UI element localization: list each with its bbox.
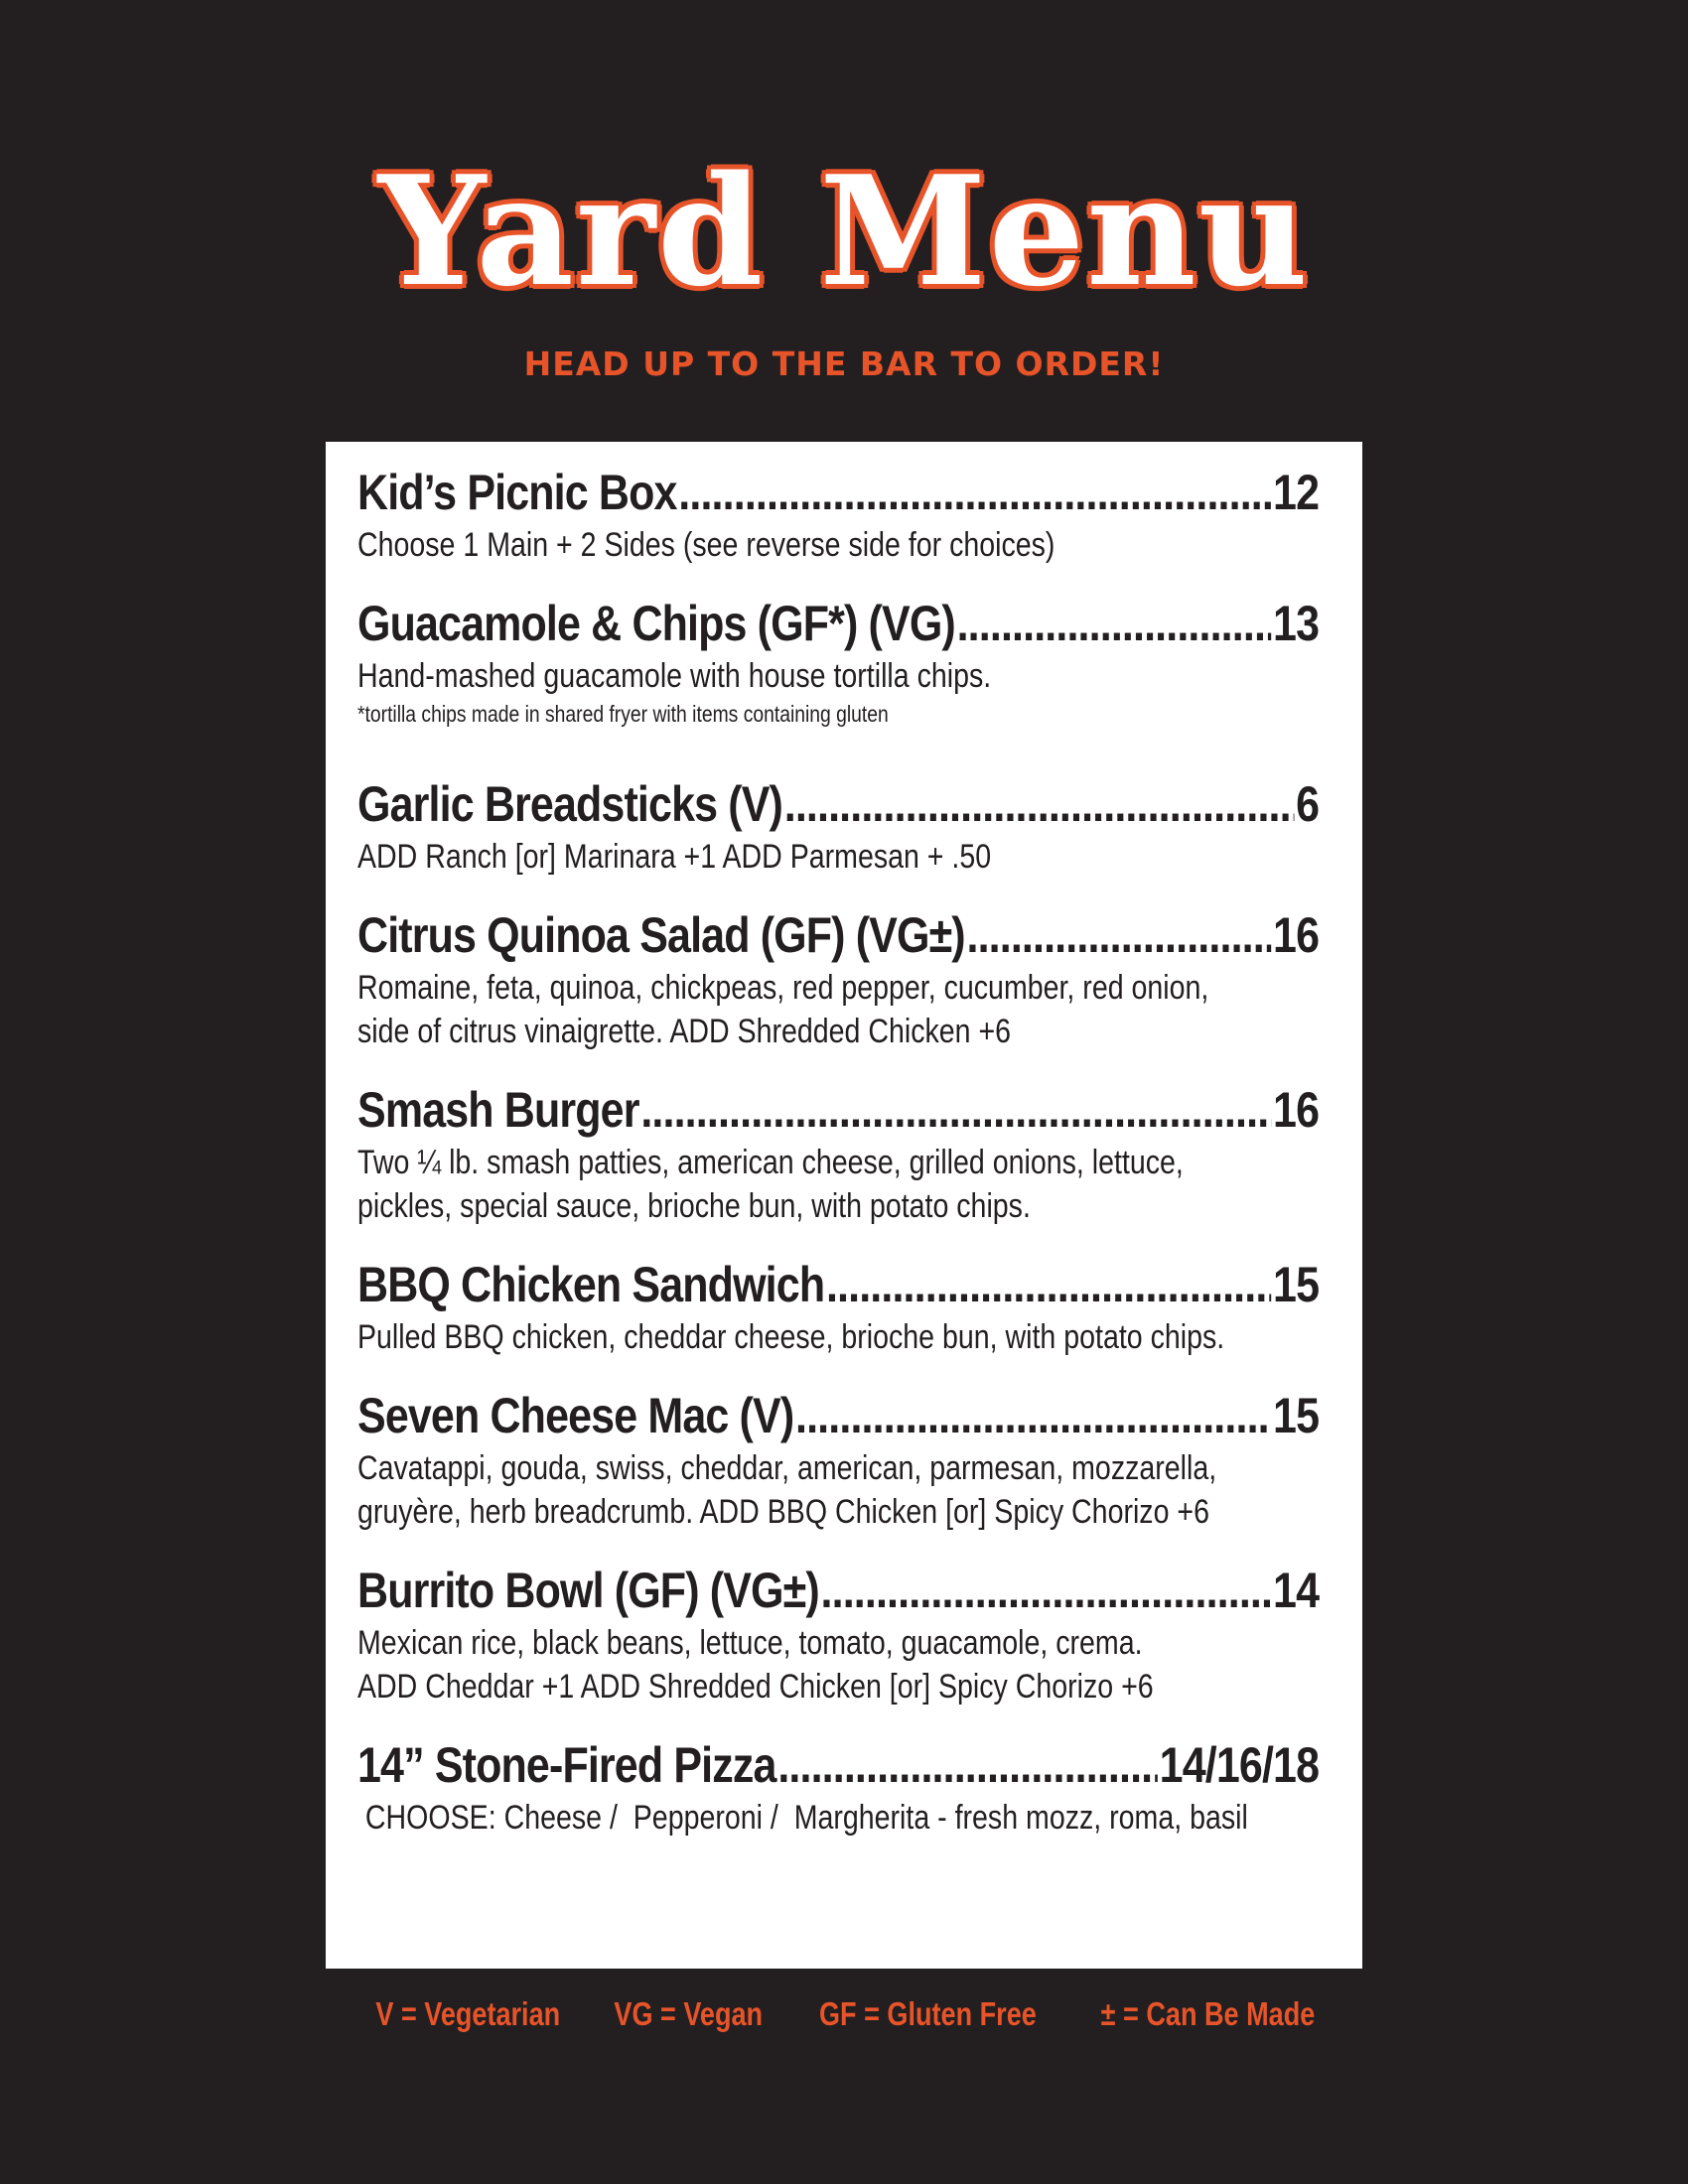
item-footnote: *tortilla chips made in shared fryer with items containing gluten bbox=[357, 701, 889, 727]
item-description: gruyère, herb breadcrumb. ADD BBQ Chicken [or] Spicy Chorizo +6 bbox=[357, 1493, 1209, 1531]
item-name: Guacamole & Chips (GF*) (VG) bbox=[357, 596, 955, 651]
legend-gluten-free: GF = Gluten Free bbox=[819, 1995, 1037, 2032]
item-name: Citrus Quinoa Salad (GF) (VG±) bbox=[357, 907, 965, 963]
item-description: Hand-mashed guacamole with house tortilla chips. bbox=[357, 657, 992, 695]
dot-leader bbox=[826, 1254, 1271, 1315]
item-price: 14/16/18 bbox=[1159, 1737, 1320, 1793]
item-description: Romaine, feta, quinoa, chickpeas, red pepper, cucumber, red onion, bbox=[357, 969, 1209, 1007]
item-description: side of citrus vinaigrette. ADD Shredded Chicken +6 bbox=[357, 1013, 1012, 1050]
item-description: pickles, special sauce, brioche bun, with potato chips. bbox=[357, 1187, 1031, 1225]
item-description: ADD Cheddar +1 ADD Shredded Chicken [or] Spicy Chorizo +6 bbox=[357, 1668, 1154, 1706]
menu-item-burrito-bowl bbox=[357, 1560, 1319, 1708]
order-instruction: HEAD UP TO THE BAR TO ORDER! bbox=[523, 344, 1165, 383]
dot-leader bbox=[966, 904, 1271, 966]
item-description: Mexican rice, black beans, lettuce, tomato, guacamole, crema. bbox=[357, 1624, 1143, 1662]
dot-leader bbox=[784, 773, 1295, 835]
item-description: Choose 1 Main + 2 Sides (see reverse side for choices) bbox=[357, 526, 1055, 564]
menu-item-smash-burger bbox=[357, 1079, 1319, 1228]
item-price: 15 bbox=[1273, 1388, 1320, 1443]
menu-panel bbox=[326, 442, 1362, 1969]
menu-item-citrus-quinoa-salad bbox=[357, 904, 1319, 1053]
item-price: 15 bbox=[1273, 1257, 1320, 1312]
dot-leader bbox=[821, 1560, 1272, 1621]
dot-leader bbox=[777, 1734, 1158, 1796]
menu-item-stone-fired-pizza bbox=[357, 1734, 1319, 1840]
item-name: Smash Burger bbox=[357, 1082, 639, 1138]
menu-item-kids-picnic-box bbox=[357, 462, 1319, 567]
item-description: CHOOSE: Cheese / Pepperoni / Margherita - fresh mozz, roma, basil bbox=[357, 1799, 1248, 1837]
menu-item-seven-cheese-mac bbox=[357, 1385, 1319, 1534]
menu-item-bbq-chicken-sandwich bbox=[357, 1254, 1319, 1359]
item-price: 16 bbox=[1273, 1082, 1320, 1138]
menu-item-garlic-breadsticks bbox=[357, 773, 1319, 879]
dot-leader bbox=[640, 1079, 1271, 1141]
item-name: Burrito Bowl (GF) (VG±) bbox=[357, 1563, 819, 1618]
legend-vegetarian: V = Vegetarian bbox=[375, 1995, 561, 2032]
menu-item-guacamole-chips bbox=[357, 593, 1319, 730]
dot-leader bbox=[795, 1385, 1271, 1446]
item-price: 6 bbox=[1296, 776, 1320, 832]
dot-leader bbox=[678, 462, 1271, 523]
item-name: BBQ Chicken Sandwich bbox=[357, 1257, 825, 1312]
item-description: Cavatappi, gouda, swiss, cheddar, american, parmesan, mozzarella, bbox=[357, 1449, 1217, 1487]
item-price: 16 bbox=[1273, 907, 1320, 963]
legend-can-be-made: ± = Can Be Made bbox=[1100, 1995, 1316, 2032]
legend-vegan: VG = Vegan bbox=[614, 1995, 763, 2032]
item-name: Kid’s Picnic Box bbox=[357, 465, 677, 520]
item-description: Two ¼ lb. smash patties, american cheese, grilled onions, lettuce, bbox=[357, 1144, 1184, 1181]
item-price: 13 bbox=[1273, 596, 1320, 651]
dot-leader bbox=[957, 593, 1272, 654]
item-description: ADD Ranch [or] Marinara +1 ADD Parmesan + .50 bbox=[357, 838, 992, 876]
item-name: Seven Cheese Mac (V) bbox=[357, 1388, 794, 1443]
item-name: Garlic Breadsticks (V) bbox=[357, 776, 783, 832]
item-price: 12 bbox=[1273, 465, 1320, 520]
item-description: Pulled BBQ chicken, cheddar cheese, brioche bun, with potato chips. bbox=[357, 1318, 1225, 1356]
item-name: 14” Stone-Fired Pizza bbox=[357, 1737, 776, 1793]
dietary-legend bbox=[355, 1995, 1338, 2033]
page-title: Yard Menu bbox=[377, 142, 1311, 320]
item-price: 14 bbox=[1273, 1563, 1320, 1618]
